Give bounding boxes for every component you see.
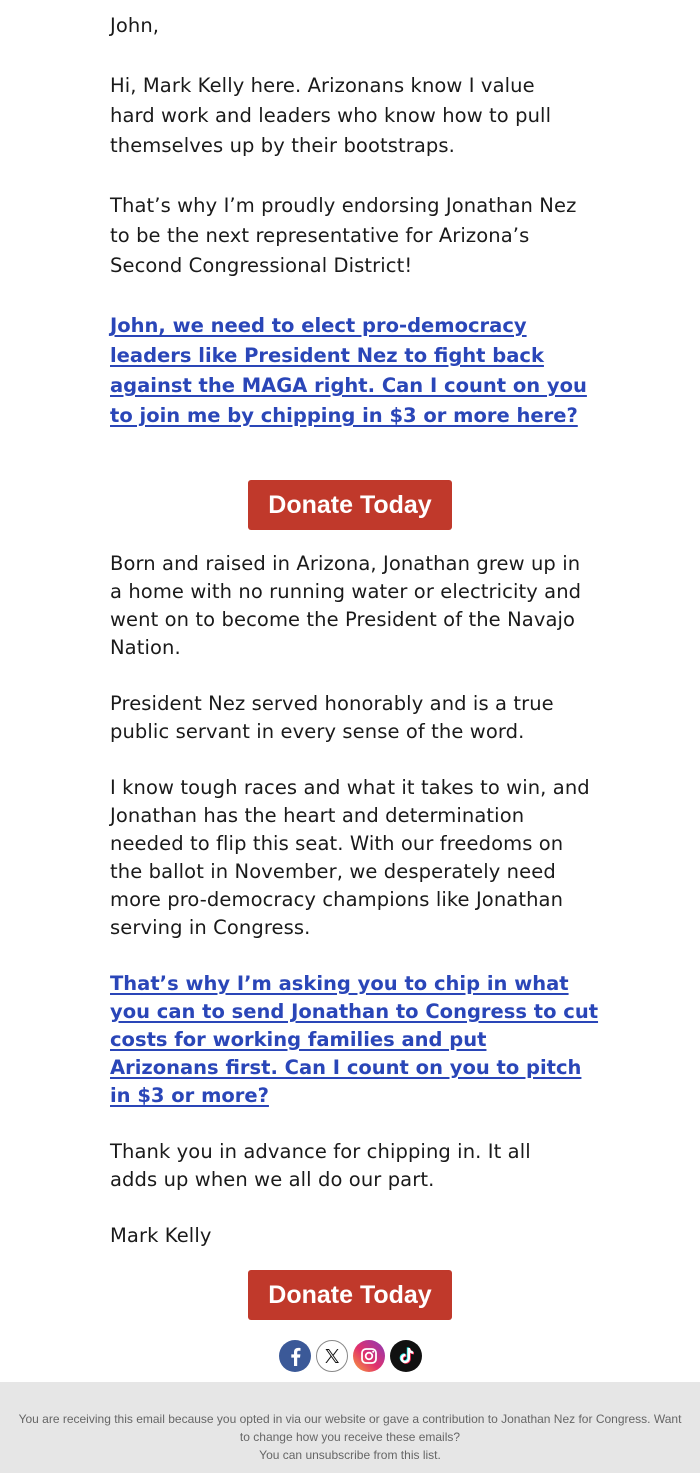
paragraph-intro: Hi, Mark Kelly here. Arizonans know I value hard work and leaders who know how to pull themselves up by their bootstraps. bbox=[110, 74, 552, 157]
donate-button-top[interactable]: Donate Today bbox=[248, 480, 452, 530]
signature: Mark Kelly bbox=[110, 1224, 212, 1247]
unsubscribe-link[interactable]: You can unsubscribe from this list. bbox=[259, 1448, 441, 1462]
tiktok-icon[interactable] bbox=[389, 1339, 423, 1373]
footer-optin-text: You are receiving this email because you opted in via our website or gave a contribution to Jonathan Nez for Congress. Want to change how you receive these emails? bbox=[18, 1412, 682, 1444]
paragraph-race: I know tough races and what it takes to win, and Jonathan has the heart and determination needed to flip this seat. With our freedoms on the ballot in November, we desperately need more pro-democracy champions like Jonathan serving in Congress. bbox=[110, 776, 590, 939]
email-footer bbox=[0, 1382, 700, 1473]
donate-button-bottom[interactable]: Donate Today bbox=[248, 1270, 452, 1320]
social-links bbox=[278, 1339, 424, 1373]
x-icon[interactable] bbox=[315, 1339, 349, 1373]
donate-link-bottom[interactable]: That’s why I’m asking you to chip in what you can to send Jonathan to Congress to cut costs for working families and put Arizonans first. Can I count on you to pitch in $3 or more? bbox=[110, 972, 599, 1107]
paragraph-biography: Born and raised in Arizona, Jonathan grew up in a home with no running water or electricity and went on to become the President of the Navajo Nation. bbox=[110, 552, 582, 659]
paragraph-service: President Nez served honorably and is a true public servant in every sense of the word. bbox=[110, 692, 554, 743]
paragraph-endorsement: That’s why I’m proudly endorsing Jonathan Nez to be the next representative for Arizona’s Second Congressional District! bbox=[110, 194, 577, 277]
paragraph-thanks: Thank you in advance for chipping in. It all adds up when we all do our part. bbox=[110, 1140, 531, 1191]
facebook-icon[interactable] bbox=[278, 1339, 312, 1373]
donate-link-top[interactable]: John, we need to elect pro-democracy leaders like President Nez to fight back against the MAGA right. Can I count on you to join me by chipping in $3 or more here? bbox=[110, 314, 587, 427]
instagram-icon[interactable] bbox=[352, 1339, 386, 1373]
greeting: John, bbox=[110, 14, 160, 37]
